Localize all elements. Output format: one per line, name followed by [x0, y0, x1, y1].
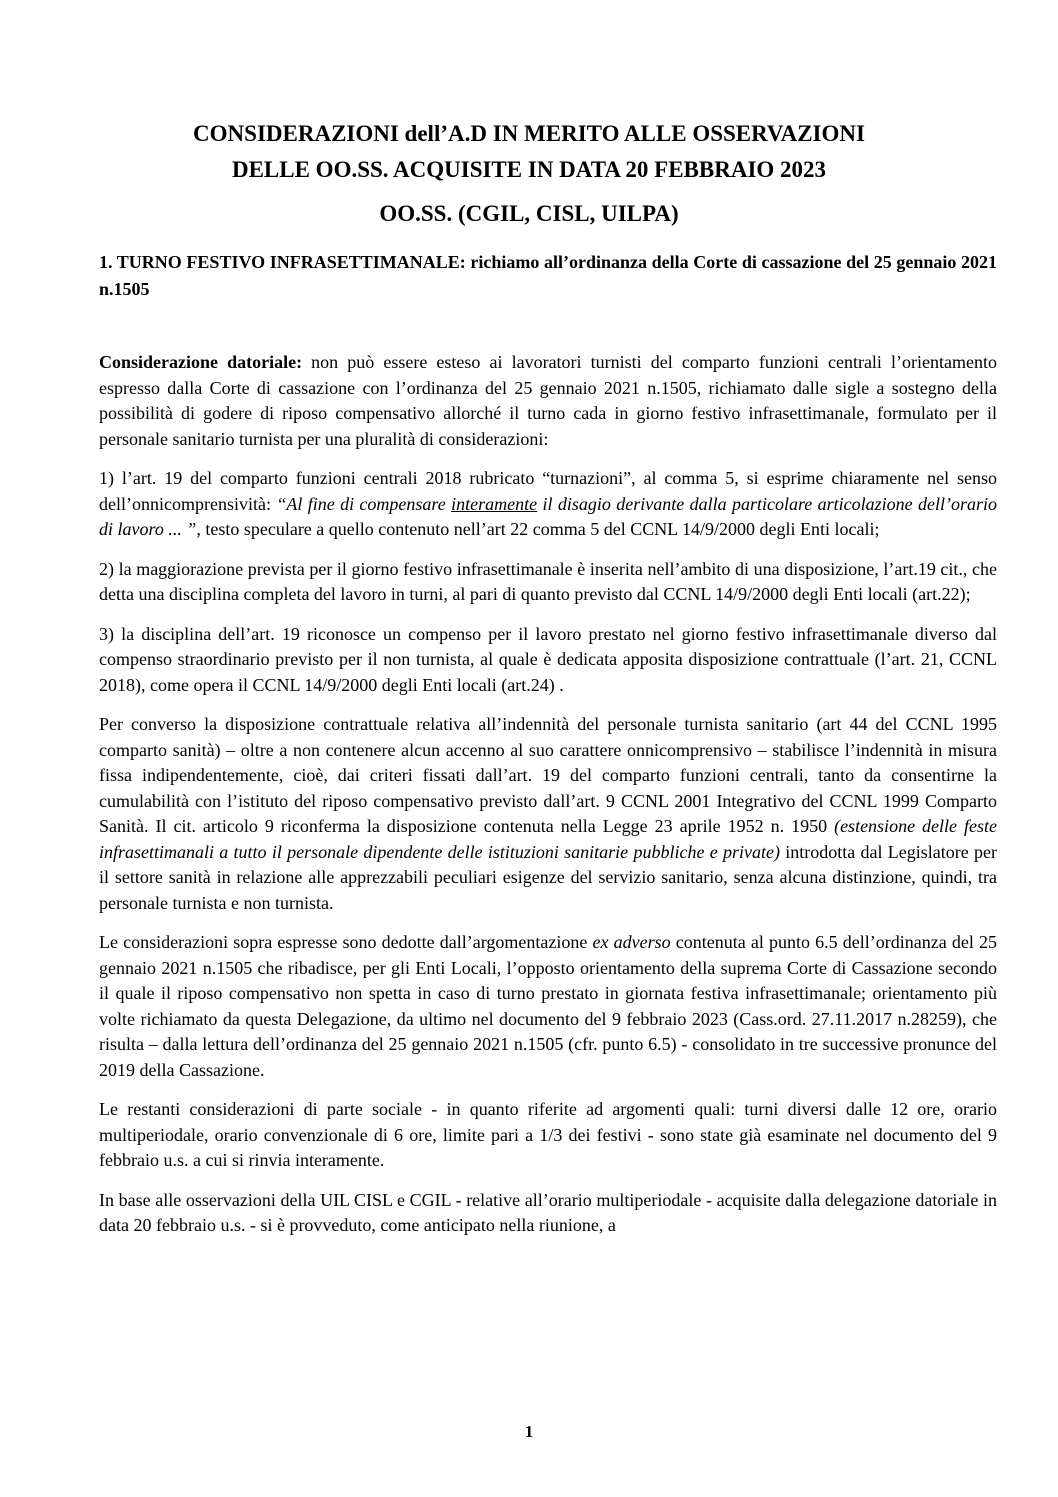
paragraph-considerazione: [99, 350, 997, 452]
paragraph-in-base: In base alle osservazioni della UIL CISL e CGIL - relative all’orario multiperiodale - acquisite dalla delegazione datoriale in data 20 febbraio u.s. - si è provveduto, come anticipato nella riunione, a: [99, 1189, 997, 1235]
paragraph-text: contenuta al punto 6.5 dell’ordinanza del 25 gennaio 2021 n.1505 che ribadisce, per gli Enti Locali, l’opposto orientamento della suprema Corte di Cassazione secondo il quale il riposo compensativo non spetta in caso di turno prestato in giornata festiva infrasettimanale; orientamento più volte richiamato da questa Delegazione, da ultimo nel documento del 9 febbraio 2023 (Cass.ord. 27.11.2017 n.28259), che risulta – dalla lettura dell’ordinanza del 25 gennaio 2021 n.1505 (cfr. punto 6.5) - consolidato in tre successive pronunce del 2019 della Cassazione.: [99, 932, 998, 1080]
quotation: “Al fine di compensare interamente il disagio derivante dalla particolare articolazione dell’orario di lavoro ... ”: [99, 493, 997, 539]
document-title: [60, 116, 998, 188]
title-line-1: CONSIDERAZIONI dell’A.D IN MERITO ALLE OSSERVAZIONI: [193, 121, 865, 146]
title-line-2: DELLE OO.SS. ACQUISITE IN DATA 20 FEBBRAIO 2023: [231, 157, 827, 182]
paragraph-text: non può essere esteso ai lavoratori turnisti del comparto funzioni centrali l’orientamento espresso dalla Corte di cassazione con l’ordinanza del 25 gennaio 2021 n.1505, richiamato dalle sigle a sostegno della possibilità di godere di riposo compensativo allorché il turno cada in giorno festivo infrasettimanale, formulato per il personale sanitario turnista per una pluralità di considerazioni:: [99, 352, 997, 449]
paragraph-per-converso: [99, 712, 997, 916]
paragraph-text: Le considerazioni sopra espresse sono dedotte dall’argomentazione: [99, 932, 593, 952]
italic-parenthetical: (estensione delle feste infrasettimanali a tutto il personale dipendente delle istituzioni sanitarie pubbliche e private): [99, 816, 997, 862]
paragraph-text: Per converso la disposizione contrattuale relativa all’indennità del personale turnista sanitario (art 44 del CCNL 1995 comparto sanità) – oltre a non contenere alcun accenno al suo carattere onnicomprensivo – stabilisce l’indennità in misura fissa indipendentemente, cioè, dai criteri fissati dall’art. 19 del comparto funzioni centrali, tanto da consentirne la cumulabilità con l’istituto del riposo compensativo previsto dall’art. 9 CCNL 2001 Integrativo del CCNL 1999 Comparto Sanità. Il cit. articolo 9 riconferma la disposizione contenuta nella Legge 23 aprile 1952 n. 1950: [99, 714, 997, 836]
page-number: 1: [524, 1422, 534, 1441]
paragraph-point-2: 2) la maggiorazione prevista per il giorno festivo infrasettimanale è inserita nell’ambito di una disposizione, l’art.19 cit., che detta una disciplina completa del lavoro in turni, al pari di quanto previsto dal CCNL 14/9/2000 degli Enti locali (art.22);: [99, 558, 997, 604]
paragraph-text: 1) l’art. 19 del comparto funzioni centrali 2018 rubricato “turnazioni”, al comma 5, si esprime chiaramente nel senso dell’onnicomprensività:: [99, 468, 997, 514]
paragraph-point-1: [99, 466, 997, 543]
paragraph-label: Considerazione datoriale:: [99, 352, 303, 372]
document-body: [99, 350, 997, 1253]
underlined-word: interamente: [451, 493, 538, 514]
paragraph-restanti: Le restanti considerazioni di parte sociale - in quanto riferite ad argomenti quali: turni diversi dalle 12 ore, orario multiperiodale, orario convenzionale di 6 ore, limite pari a 1/3 dei festivi - sono state già esaminate nel documento del 9 febbraio u.s. a cui si rinvia interamente.: [99, 1099, 997, 1170]
italic-phrase: ex adverso: [592, 932, 671, 952]
paragraph-considerazioni-sopra: [99, 930, 997, 1083]
unions-subtitle: OO.SS. (CGIL, CISL, UILPA): [379, 201, 679, 226]
paragraph-text: introdotta dal Legislatore per il settore sanità in relazione alle apprezzabili peculiari esigenze del servizio sanitario, senza alcuna distinzione, quindi, tra personale turnista e non turnista.: [99, 841, 997, 913]
paragraph-text: , testo speculare a quello contenuto nell’art 22 comma 5 del CCNL 14/9/2000 degli Enti locali;: [196, 519, 880, 539]
section-heading: 1. TURNO FESTIVO INFRASETTIMANALE: richiamo all’ordinanza della Corte di cassazione del 25 gennaio 2021 n.1505: [99, 252, 997, 299]
paragraph-point-3: 3) la disciplina dell’art. 19 riconosce un compenso per il lavoro prestato nel giorno festivo infrasettimanale diverso dal compenso straordinario previsto per il non turnista, al quale è dedicata apposita disposizione contrattuale (l’art. 21, CCNL 2018), come opera il CCNL 14/9/2000 degli Enti locali (art.24) .: [99, 623, 997, 695]
